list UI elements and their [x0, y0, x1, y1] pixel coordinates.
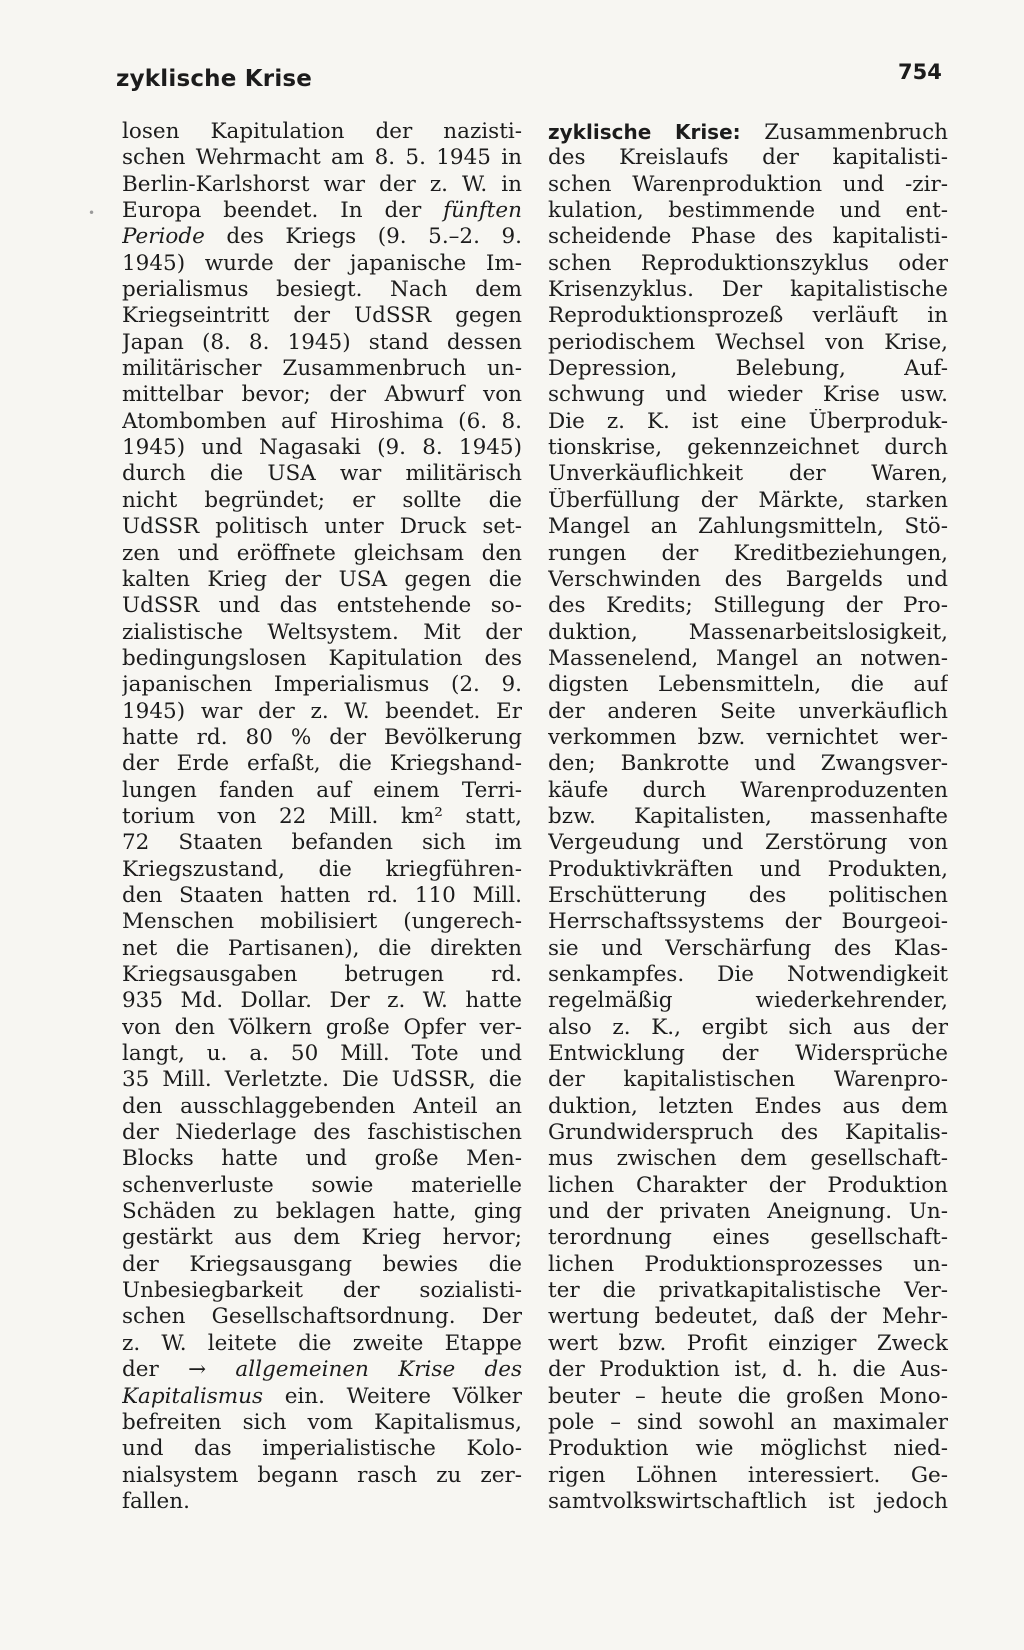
text-line: samtvolkswirtschaftlich ist jedoch: [548, 1488, 948, 1514]
text-line: Mangel an Zahlungsmitteln, Stö-: [548, 514, 948, 540]
text-line: schen Reproduktionszyklus oder: [548, 250, 948, 276]
text-line: net die Partisanen), die direkten: [122, 935, 522, 961]
text-line: Krisenzyklus. Der kapitalistische: [548, 277, 948, 303]
text-line: schen Gesellschaftsordnung. Der: [122, 1304, 522, 1330]
text-line: gestärkt aus dem Krieg hervor;: [122, 1225, 522, 1251]
text-line: terordnung eines gesellschaft-: [548, 1225, 948, 1251]
text-line: sie und Verschärfung des Klas-: [548, 935, 948, 961]
text-line: der kapitalistischen Warenpro-: [548, 1067, 948, 1093]
text-line: tionskrise, gekennzeichnet durch: [548, 435, 948, 461]
text-line: Periode des Kriegs (9. 5.–2. 9.: [122, 224, 522, 250]
text-line: der → allgemeinen Krise des: [122, 1357, 522, 1383]
text-line: den; Bankrotte und Zwangsver-: [548, 751, 948, 777]
text-line: 1945) war der z. W. beendet. Er: [122, 698, 522, 724]
text-line: kulation, bestimmende und ent-: [548, 198, 948, 224]
text-line: japanischen Imperialismus (2. 9.: [122, 672, 522, 698]
text-line: schwung und wieder Krise usw.: [548, 382, 948, 408]
text-line: senkampfes. Die Notwendigkeit: [548, 962, 948, 987]
text-line: pole – sind sowohl an maximaler: [548, 1409, 948, 1435]
text-line: rungen der Kreditbeziehungen,: [548, 540, 948, 566]
text-line: des Kredits; Stillegung der Pro-: [548, 593, 948, 619]
text-line: UdSSR und das entstehende so-: [122, 593, 522, 619]
text-line: schenverluste sowie materielle: [122, 1172, 522, 1198]
page-number: 754: [898, 60, 942, 84]
text-line: langt, u. a. 50 Mill. Tote und: [122, 1041, 522, 1067]
text-line: nialsystem begann rasch zu zer-: [122, 1462, 522, 1488]
text-line: der Niederlage des faschistischen: [122, 1120, 522, 1146]
text-line: rigen Löhnen interessiert. Ge-: [548, 1462, 948, 1488]
text-line: Vergeudung und Zerstörung von: [548, 830, 948, 856]
text-line: Produktivkräften und Produkten,: [548, 856, 948, 882]
text-line: der Produktion ist, d. h. die Aus-: [548, 1357, 948, 1383]
text-line: Schäden zu beklagen hatte, ging: [122, 1199, 522, 1225]
text-line: ter die privatkapitalistische Ver-: [548, 1278, 948, 1304]
left-column: [122, 119, 522, 1515]
text-line: 35 Mill. Verletzte. Die UdSSR, die: [122, 1067, 522, 1093]
text-line: nicht begründet; er sollte die: [122, 487, 522, 513]
italic-term: allgemeinen Krise des: [235, 1357, 522, 1383]
text-line: Unverkäuflichkeit der Waren,: [548, 461, 948, 487]
text-line: Kapitalismus ein. Weitere Völker: [122, 1383, 522, 1409]
text-line: Kriegsausgaben betrugen rd.: [122, 962, 522, 987]
text-line: Europa beendet. In der fünften: [122, 198, 522, 224]
text-line: Blocks hatte und große Men-: [122, 1146, 522, 1172]
text-line: Die z. K. ist eine Überproduk-: [548, 408, 948, 434]
text-line: zyklische Krise: Zusammenbruch: [548, 120, 948, 145]
text-line: Berlin-Karlshorst war der z. W. in: [122, 171, 522, 197]
text-line: durch die USA war militärisch: [122, 461, 522, 487]
text-line: mus zwischen dem gesellschaft-: [548, 1146, 948, 1172]
text-line: Depression, Belebung, Auf-: [548, 356, 948, 382]
right-column: [548, 119, 948, 1515]
text-line: periodischem Wechsel von Krise,: [548, 329, 948, 355]
text-line: 1945) wurde der japanische Im-: [122, 250, 522, 276]
text-line: bedingungslosen Kapitulation des: [122, 645, 522, 671]
text-line: und das imperialistische Kolo-: [122, 1436, 522, 1462]
text-line: von den Völkern große Opfer ver-: [122, 1014, 522, 1040]
text-line: lichen Charakter der Produktion: [548, 1172, 948, 1198]
entry-keyword: zyklische Krise:: [548, 120, 741, 144]
text-line: bzw. Kapitalisten, massenhafte: [548, 803, 948, 829]
text-line: zialistische Weltsystem. Mit der: [122, 619, 522, 645]
text-line: fallen.: [122, 1488, 190, 1514]
text-line: Überfüllung der Märkte, starken: [548, 487, 948, 513]
text-line: schen Wehrmacht am 8. 5. 1945 in: [122, 145, 522, 171]
text-line: also z. K., ergibt sich aus der: [548, 1014, 948, 1040]
running-head: zyklische Krise: [116, 66, 313, 92]
text-line: wert bzw. Profit einziger Zweck: [548, 1330, 948, 1356]
text-line: Unbesiegbarkeit der sozialisti-: [122, 1278, 522, 1304]
text-line: mittelbar bevor; der Abwurf von: [122, 382, 522, 408]
text-line: 1945) und Nagasaki (9. 8. 1945): [122, 435, 522, 461]
text-line: Erschütterung des politischen: [548, 882, 948, 908]
text-line: Produktion wie möglichst nied-: [548, 1436, 948, 1462]
text-line: der anderen Seite unverkäuflich: [548, 698, 948, 724]
text-line: zen und eröffnete gleichsam den: [122, 540, 522, 566]
margin-speck: •: [88, 206, 96, 220]
text-line: kalten Krieg der USA gegen die: [122, 566, 522, 592]
italic-term: Periode: [122, 224, 205, 250]
text-line: Kriegseintritt der UdSSR gegen: [122, 303, 522, 329]
text-line: digsten Lebensmitteln, die auf: [548, 672, 948, 698]
text-line: UdSSR politisch unter Druck set-: [122, 514, 522, 540]
text-line: Entwicklung der Widersprüche: [548, 1041, 948, 1067]
text-line: und der privaten Aneignung. Un-: [548, 1199, 948, 1225]
text-line: Massenelend, Mangel an notwen-: [548, 645, 948, 671]
text-line: verkommen bzw. vernichtet wer-: [548, 724, 948, 750]
text-line: Herrschaftssystems der Bourgeoi-: [548, 909, 948, 935]
text-line: perialismus besiegt. Nach dem: [122, 277, 522, 303]
text-line: Menschen mobilisiert (ungerech-: [122, 909, 522, 935]
text-line: scheidende Phase des kapitalisti-: [548, 224, 948, 250]
text-line: der Erde erfaßt, die Kriegshand-: [122, 751, 522, 777]
text-line: 72 Staaten befanden sich im: [122, 830, 522, 856]
text-line: lungen fanden auf einem Terri-: [122, 777, 522, 803]
text-line: der Kriegsausgang bewies die: [122, 1251, 522, 1277]
text-line: duktion, letzten Endes aus dem: [548, 1093, 948, 1119]
text-line: duktion, Massenarbeitslosigkeit,: [548, 619, 948, 645]
text-line: hatte rd. 80 % der Bevölkerung: [122, 724, 522, 750]
text-line: den ausschlaggebenden Anteil an: [122, 1093, 522, 1119]
text-line: Verschwinden des Bargelds und: [548, 566, 948, 592]
text-line: Atombomben auf Hiroshima (6. 8.: [122, 408, 522, 434]
italic-term: Kapitalismus: [122, 1383, 264, 1409]
text-line: beuter – heute die großen Mono-: [548, 1383, 948, 1409]
text-line: Japan (8. 8. 1945) stand dessen: [122, 329, 522, 355]
text-line: z. W. leitete die zweite Etappe: [122, 1330, 522, 1356]
text-line: wertung bedeutet, daß der Mehr-: [548, 1304, 948, 1330]
text-line: torium von 22 Mill. km² statt,: [122, 803, 522, 829]
text-line: regelmäßig wiederkehrender,: [548, 988, 948, 1014]
italic-term: fünften: [443, 198, 522, 224]
text-line: käufe durch Warenproduzenten: [548, 777, 948, 803]
text-line: befreiten sich vom Kapitalismus,: [122, 1409, 522, 1435]
text-line: den Staaten hatten rd. 110 Mill.: [122, 882, 522, 908]
text-line: Kriegszustand, die kriegführen-: [122, 856, 522, 882]
text-line: militärischer Zusammenbruch un-: [122, 356, 522, 382]
text-line: des Kreislaufs der kapitalisti-: [548, 145, 948, 171]
text-line: 935 Md. Dollar. Der z. W. hatte: [122, 988, 522, 1014]
text-line: schen Warenproduktion und -zir-: [548, 171, 948, 197]
text-line: Grundwiderspruch des Kapitalis-: [548, 1120, 948, 1146]
text-line: lichen Produktionsprozesses un-: [548, 1251, 948, 1277]
text-line: Reproduktionsprozeß verläuft in: [548, 303, 948, 329]
text-line: losen Kapitulation der nazisti-: [122, 119, 522, 144]
